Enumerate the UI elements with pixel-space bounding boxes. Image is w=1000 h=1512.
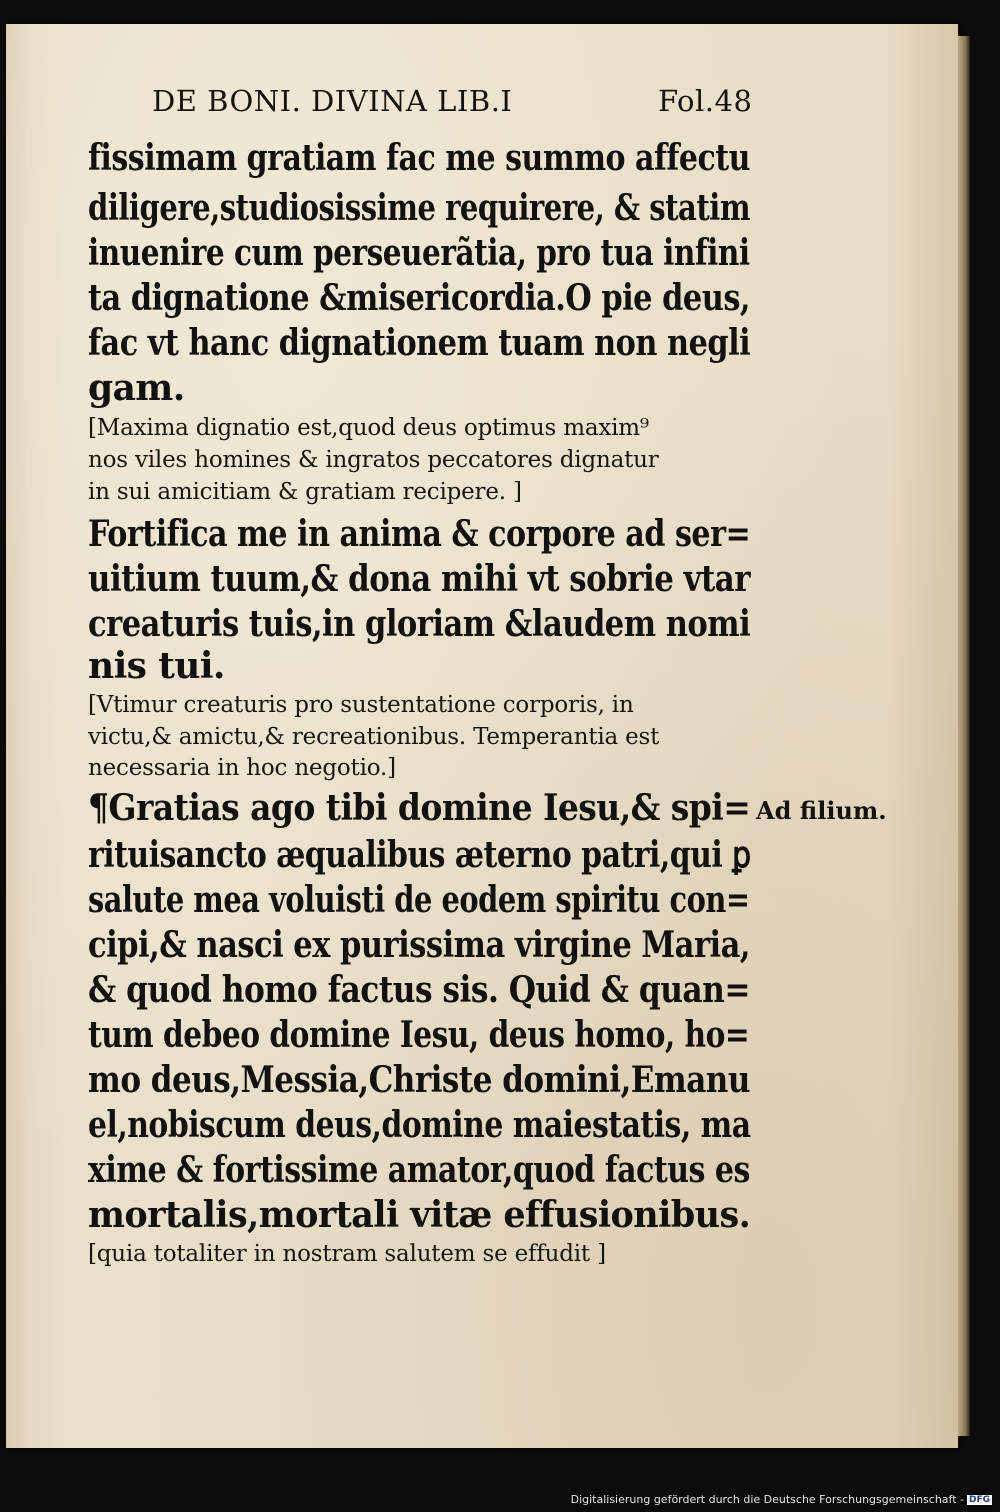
running-head-title: DE BONI. DIVINA LIB.I (152, 84, 513, 118)
text-line: inuenire cum perseuerãtia, pro tua infini (88, 232, 750, 274)
gloss-line: necessaria in hoc negotio.] (88, 755, 396, 781)
text-line: mo deus,Messia,Christe domini,Emanu (88, 1059, 750, 1101)
folio-number: Fol.48 (658, 84, 753, 118)
text-line: tum debeo domine Iesu, deus homo, ho= (88, 1014, 750, 1056)
credit-text: Digitalisierung gefördert durch die Deutsche Forschungsgemeinschaft - (570, 1493, 964, 1506)
text-line: fac vt hanc dignationem tuam non negli (88, 322, 751, 364)
text-line: diligere,studiosissime requirere, & statim (88, 187, 751, 229)
text-line: salute mea voluisti de eodem spiritu con= (88, 879, 750, 921)
gloss-line: victu,& amictu,& recreationibus. Temperantia est (88, 724, 660, 750)
text-line: nis tui. (88, 645, 225, 687)
text-line: ¶Gratias ago tibi domine Iesu,& spi= (88, 787, 751, 829)
dfg-logo-icon: DFG (968, 1495, 990, 1505)
text-line: mortalis,mortali vitæ effusionibus. (88, 1194, 751, 1236)
text-line: uitium tuum,& dona mihi vt sobrie vtar (88, 558, 751, 600)
text-line: rituisancto æqualibus æterno patri,qui ꝑ (88, 834, 751, 876)
text-line: creaturis tuis,in gloriam &laudem nomi (88, 603, 751, 645)
text-line: cipi,& nasci ex purissima virgine Maria, (88, 924, 751, 966)
gloss-line: nos viles homines & ingratos peccatores dignatur (88, 447, 659, 473)
digitization-credit (571, 1493, 992, 1506)
text-line: Fortifica me in anima & corpore ad ser= (88, 513, 751, 555)
gloss-line: [quia totaliter in nostram salutem se effudit ] (88, 1241, 606, 1267)
text-line: ta dignatione &misericordia.O pie deus, (88, 277, 751, 319)
marginal-note: Ad filium. (756, 796, 887, 825)
text-line: & quod homo factus sis. Quid & quan= (88, 969, 751, 1011)
text-line: xime & fortissime amator,quod factus es (88, 1149, 750, 1191)
gloss-line: in sui amicitiam & gratiam recipere. ] (88, 479, 522, 505)
page-fore-edge (958, 36, 970, 1436)
gloss-line: [Vtimur creaturis pro sustentatione corporis, in (88, 692, 634, 718)
gloss-line: [Maxima dignatio est,quod deus optimus maxim⁹ (88, 415, 649, 441)
text-line: fissimam gratiam fac me summo affectu (88, 137, 751, 179)
running-head (152, 84, 752, 124)
text-line: gam. (88, 367, 185, 409)
text-line: el,nobiscum deus,domine maiestatis, ma (88, 1104, 751, 1146)
